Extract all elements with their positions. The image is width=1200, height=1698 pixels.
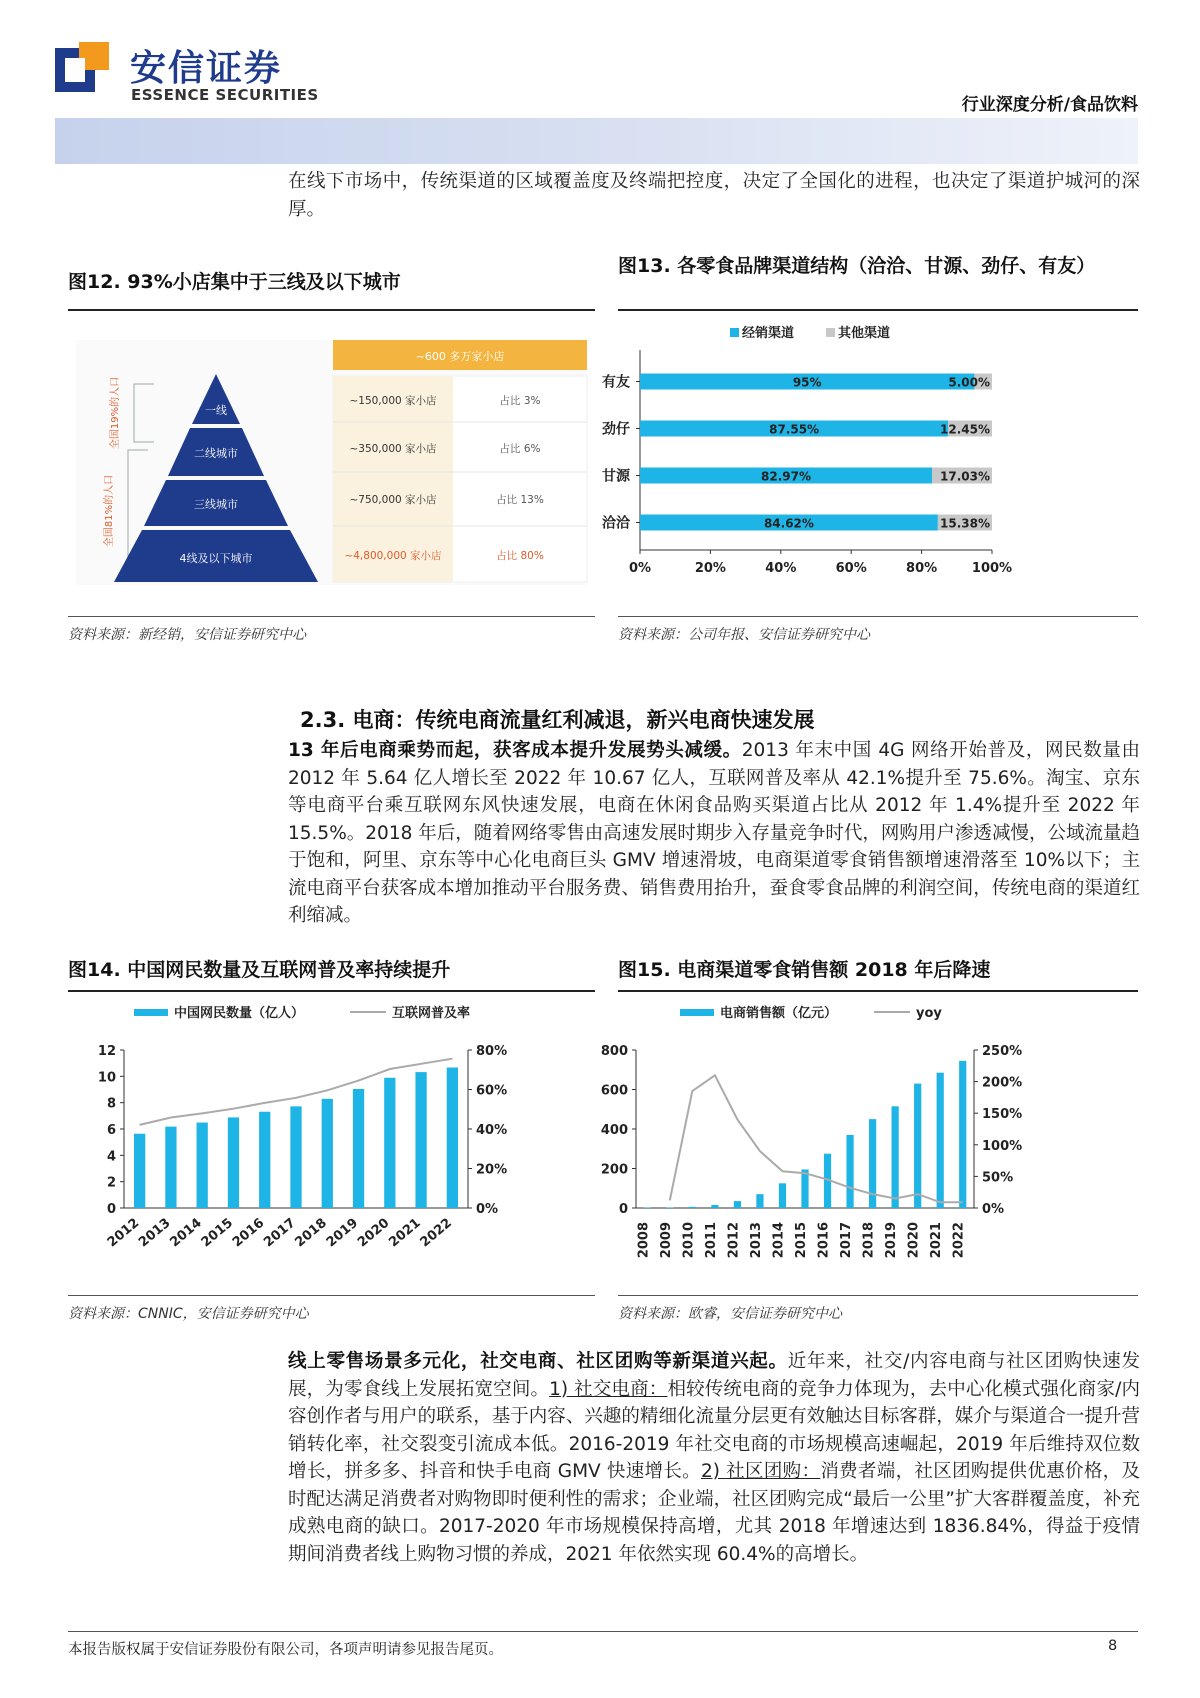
fig14-x-tick-label: 2018 xyxy=(292,1215,330,1251)
fig13-x-tick-label: 20% xyxy=(694,561,726,576)
fig15-left-tick-label: 800 xyxy=(600,1044,628,1059)
fig15-bar xyxy=(779,1183,786,1208)
fig13-data-label: 82.97% xyxy=(761,469,812,484)
fig15-x-tick-label: 2012 xyxy=(726,1222,742,1259)
fig14-x-tick-label: 2013 xyxy=(136,1215,174,1251)
pyramid-label-2: 二线城市 xyxy=(194,447,238,460)
fig15-source: 资料来源：欧睿，安信证券研究中心 xyxy=(618,1306,842,1322)
fig15-left-tick-label: 0 xyxy=(618,1202,628,1217)
fig14-left-tick-label: 10 xyxy=(97,1070,116,1086)
fig15-x-tick-label: 2019 xyxy=(884,1222,900,1259)
fig12-side-label-top: 全国19%的人口 xyxy=(110,376,121,450)
fig14-bar xyxy=(134,1134,145,1208)
fig15-x-tick-label: 2022 xyxy=(951,1222,967,1259)
fig15-bar xyxy=(846,1135,853,1208)
pyramid-label-1: 一线 xyxy=(205,404,227,417)
fig13-legend-swatch-1 xyxy=(826,328,835,337)
fig15-x-tick-label: 2014 xyxy=(771,1222,787,1259)
fig14-bar xyxy=(259,1112,270,1208)
fig13-x-tick-label: 100% xyxy=(971,561,1013,576)
fig15-left-tick-label: 600 xyxy=(600,1083,628,1099)
logo-icon xyxy=(55,42,111,98)
fig14-bar xyxy=(165,1127,176,1208)
fig13-data-label: 15.38% xyxy=(940,516,990,531)
fig13-data-label: 5.00% xyxy=(948,375,990,390)
fig15-right-tick-label: 50% xyxy=(982,1170,1014,1186)
fig14-bar xyxy=(447,1068,458,1208)
fig15-right-tick-label: 250% xyxy=(982,1044,1023,1059)
section-paragraph xyxy=(288,737,1140,930)
fig14-x-tick-label: 2014 xyxy=(167,1215,205,1251)
fig14-x-tick-label: 2015 xyxy=(198,1215,237,1251)
tier-count-3: ~750,000 家小店 xyxy=(349,494,437,506)
logo-chinese-name: 安信证券 xyxy=(130,48,283,89)
fig14-left-tick-label: 2 xyxy=(106,1175,116,1191)
fig14-x-tick-label: 2016 xyxy=(229,1215,268,1251)
fig13-chart xyxy=(602,318,1138,614)
fig14-legend-bar-label: 中国网民数量（亿人） xyxy=(174,1006,305,1021)
fig15-bar xyxy=(711,1205,718,1208)
fig15-title: 图15. 电商渠道零食销售额 2018 年后降速 xyxy=(618,959,991,981)
fig13-top-rule xyxy=(618,309,1138,311)
fig14-left-tick-label: 0 xyxy=(106,1202,116,1217)
fig14-bar xyxy=(290,1106,301,1208)
fig15-x-tick-label: 2020 xyxy=(906,1222,922,1259)
fig15-x-tick-label: 2016 xyxy=(816,1222,832,1259)
fig13-category-label: 劲仔 xyxy=(602,421,630,438)
fig15-x-tick-label: 2011 xyxy=(703,1222,719,1259)
fig14-x-tick-label: 2020 xyxy=(355,1215,393,1251)
fig15-bar xyxy=(756,1194,763,1208)
tier-count-4: ~4,800,000 家小店 xyxy=(344,550,442,562)
fig13-data-label: 84.62% xyxy=(763,516,814,531)
fig14-left-tick-label: 4 xyxy=(106,1149,116,1165)
tier-count-2: ~350,000 家小店 xyxy=(349,443,437,455)
fig12-table-header-label: ~600 多万家小店 xyxy=(415,350,505,363)
fig12-figure xyxy=(68,340,595,585)
fig14-title: 图14. 中国网民数量及互联网普及率持续提升 xyxy=(68,959,451,981)
community-group-buy-label: 2) 社区团购： xyxy=(701,1461,821,1482)
fig15-bar xyxy=(914,1084,921,1208)
logo-english-name: ESSENCE SECURITIES xyxy=(131,86,319,104)
fig14-left-tick-label: 12 xyxy=(97,1044,116,1059)
fig15-bar xyxy=(666,1207,673,1208)
fig15-right-tick-label: 200% xyxy=(982,1075,1023,1091)
fig14-bar xyxy=(353,1089,364,1208)
fig14-right-tick-label: 40% xyxy=(476,1123,508,1138)
footer-rule xyxy=(68,1631,1138,1632)
fig13-data-label: 17.03% xyxy=(940,469,990,484)
tier-share-3: 占比 13% xyxy=(496,494,544,506)
fig14-bottom-rule xyxy=(68,1295,595,1296)
fig14-left-tick-label: 6 xyxy=(106,1123,116,1138)
tier-count-1: ~150,000 家小店 xyxy=(349,395,437,407)
fig14-x-tick-label: 2021 xyxy=(386,1215,424,1251)
fig15-left-tick-label: 400 xyxy=(600,1123,628,1138)
fig14-right-tick-label: 20% xyxy=(476,1162,508,1178)
fig15-top-rule xyxy=(618,990,1138,992)
fig15-x-tick-label: 2010 xyxy=(681,1222,697,1259)
tier-share-1: 占比 3% xyxy=(499,395,541,407)
fig14-right-tick-label: 60% xyxy=(476,1083,508,1099)
fig12-top-rule xyxy=(68,309,595,311)
fig15-bar xyxy=(892,1106,899,1208)
fig13-category-label: 甘源 xyxy=(602,468,630,485)
section-paragraph-body: 2013 年末中国 4G 网络开始普及，网民数量由 2012 年 5.64 亿人增长至 2022 年 10.67 亿人，互联网普及率从 42.1%提升至 75.6%。淘宝、京东等电商平台乘互联网东风快速发展，电商在休闲食品购买渠道占比从 2012 年 1.4%提升至 2022 年 15.5%。2018 年后，随着网络零售由高速发展时期步入存量竞争时代，网购用户渗透减慢，公域流量趋于饱和，阿里、京东等中心化电商巨头 GMV 增速滑坡，电商渠道零食销售额增速滑落至 10%以下；主流电商平台获客成本增加推动平台服务费、销售费用抬升，蚕食零食品牌的利润空间，传统电商的渠道红利缩减。 xyxy=(288,740,1140,926)
fig14-bar xyxy=(384,1078,395,1208)
page-number: 8 xyxy=(1108,1638,1118,1654)
fig12-bottom-rule xyxy=(68,616,595,617)
fig14-legend-line-label: 互联网普及率 xyxy=(392,1006,471,1021)
fig15-x-tick-label: 2015 xyxy=(794,1222,809,1259)
fig13-x-tick-label: 60% xyxy=(835,561,867,576)
fig13-bottom-rule xyxy=(618,616,1138,617)
fig15-right-tick-label: 0% xyxy=(982,1202,1005,1217)
fig14-bar xyxy=(415,1072,426,1208)
fig15-legend-line-label: yoy xyxy=(916,1006,942,1021)
section-paragraph-lead: 13 年后电商乘势而起，获客成本提升发展势头减缓。 xyxy=(288,740,742,761)
fig14-x-tick-label: 2012 xyxy=(104,1215,143,1251)
fig14-bar xyxy=(228,1117,239,1208)
fig15-right-tick-label: 100% xyxy=(982,1138,1023,1154)
fig12-side-label-bottom: 全国81%的人口 xyxy=(104,474,115,548)
fig15-x-tick-label: 2021 xyxy=(929,1222,945,1259)
fig13-category-label: 洽洽 xyxy=(602,515,630,532)
new-channels-paragraph xyxy=(288,1348,1140,1568)
footer-disclaimer: 本报告版权属于安信证券股份有限公司，各项声明请参见报告尾页。 xyxy=(68,1642,503,1658)
fig14-legend-bar-swatch xyxy=(134,1009,168,1016)
fig15-bar xyxy=(801,1169,808,1208)
fig14-x-tick-label: 2022 xyxy=(417,1215,455,1251)
fig15-bar xyxy=(734,1201,741,1208)
fig13-title: 图13. 各零食品牌渠道结构（洽洽、甘源、劲仔、有友） xyxy=(618,255,1096,277)
fig15-x-tick-label: 2009 xyxy=(658,1222,674,1259)
fig15-bar xyxy=(689,1207,696,1208)
fig15-x-tick-label: 2008 xyxy=(636,1222,652,1259)
fig14-bar xyxy=(197,1123,208,1208)
report-category: 行业深度分析/食品饮料 xyxy=(961,95,1138,115)
fig13-legend-label-1: 其他渠道 xyxy=(838,326,891,341)
tier-share-2: 占比 6% xyxy=(499,443,541,455)
fig13-source: 资料来源：公司年报、安信证券研究中心 xyxy=(618,627,870,643)
fig15-bar xyxy=(959,1061,966,1208)
fig15-bar xyxy=(937,1073,944,1208)
fig15-legend-bar-label: 电商销售额（亿元） xyxy=(720,1006,838,1021)
header-band xyxy=(55,118,1138,164)
fig15-right-tick-label: 150% xyxy=(982,1107,1023,1123)
fig13-x-tick-label: 0% xyxy=(628,561,652,576)
fig13-data-label: 12.45% xyxy=(940,422,990,437)
fig13-data-label: 87.55% xyxy=(769,422,820,437)
fig13-data-label: 95% xyxy=(792,375,822,390)
fig14-right-tick-label: 0% xyxy=(476,1202,499,1217)
fig14-chart xyxy=(68,996,595,1286)
fig13-legend-label-0: 经销渠道 xyxy=(742,326,795,341)
fig14-x-tick-label: 2017 xyxy=(261,1215,299,1251)
fig13-x-tick-label: 80% xyxy=(906,561,938,576)
new-channels-text-b: 相较传统电商的竞争力体现为，去中心化模式强化商家/内容创作者与用户的联系，基于内容、兴趣的精细化流量分层更有效触达目标客群，媒介与渠道合一提升营销转化率，社交裂变引流成本低。2016-2019 年社交电商的市场规模高速崛起，2019 年后维持双位数增长，拼多多、抖音和快手电商 GMV 快速增长。 xyxy=(288,1378,1140,1482)
fig14-left-tick-label: 8 xyxy=(106,1096,116,1112)
fig15-bottom-rule xyxy=(618,1295,1138,1296)
social-ecommerce-label: 1) 社交电商： xyxy=(549,1378,668,1400)
new-channels-lead: 线上零售场景多元化，社交电商、社区团购等新渠道兴起。 xyxy=(288,1351,788,1372)
fig12-title: 图12. 93%小店集中于三线及以下城市 xyxy=(68,271,401,293)
section-heading: 2.3. 电商：传统电商流量红利减退，新兴电商快速发展 xyxy=(300,708,815,732)
pyramid-label-3: 三线城市 xyxy=(194,498,238,511)
fig15-chart xyxy=(600,996,1138,1286)
fig13-category-label: 有友 xyxy=(602,374,630,391)
fig14-x-tick-label: 2019 xyxy=(323,1215,362,1251)
intro-paragraph: 在线下市场中，传统渠道的区域覆盖度及终端把控度，决定了全国化的进程，也决定了渠道护城河的深厚。 xyxy=(288,171,1140,220)
fig14-source: 资料来源：CNNIC，安信证券研究中心 xyxy=(68,1306,309,1322)
fig15-x-tick-label: 2018 xyxy=(861,1222,877,1259)
fig13-x-tick-label: 40% xyxy=(765,561,797,576)
fig15-x-tick-label: 2017 xyxy=(839,1222,855,1259)
pyramid-label-4: 4线及以下城市 xyxy=(179,552,253,565)
fig14-top-rule xyxy=(68,990,595,992)
fig12-source: 资料来源：新经销，安信证券研究中心 xyxy=(68,627,306,643)
new-channels-text-c: 消费者端，社区团购提供优惠价格，及时配达满足消费者对购物即时便利性的需求；企业端，社区团购完成“最后一公里”扩大客群覆盖度，补充成熟电商的缺口。2017-2020 年市场规模保持高增，尤其 2018 年增速达到 1836.84%，得益于疫情期间消费者线上购物习惯的养成，2021 年依然实现 60.4%的高增长。 xyxy=(288,1461,1140,1565)
fig15-x-tick-label: 2013 xyxy=(748,1222,764,1259)
tier-share-4: 占比 80% xyxy=(496,550,544,562)
fig15-legend-bar-swatch xyxy=(680,1009,714,1016)
new-channels-text-a: 近年来，社交/内容电商与社区团购快速发展，为零食线上发展拓宽空间。 xyxy=(288,1351,1140,1400)
fig15-left-tick-label: 200 xyxy=(600,1162,628,1178)
fig13-legend-swatch-0 xyxy=(730,328,739,337)
fig14-right-tick-label: 80% xyxy=(476,1044,508,1059)
fig14-bar xyxy=(322,1099,333,1208)
